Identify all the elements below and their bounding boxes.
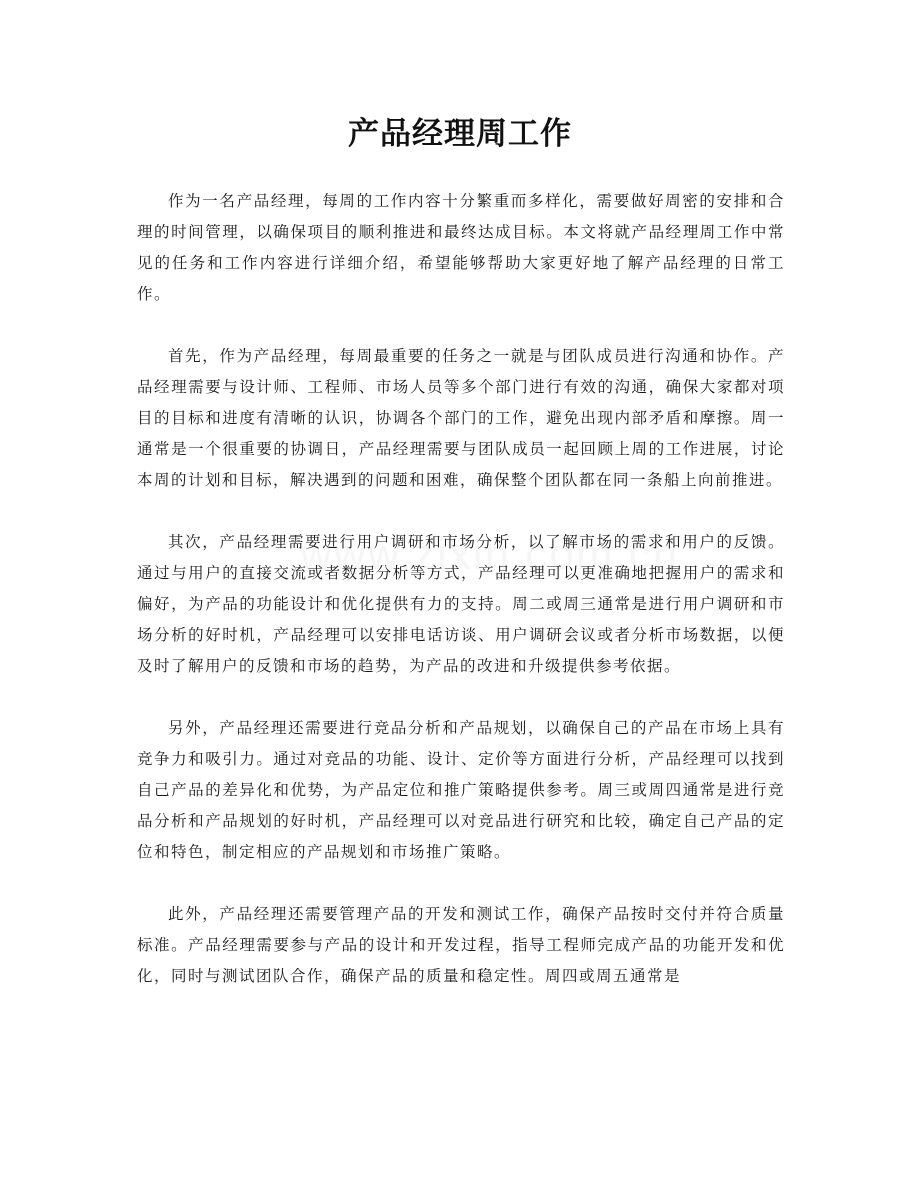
- paragraph-2: 首先，作为产品经理，每周最重要的任务之一就是与团队成员进行沟通和协作。产品经理需要与设计师、工程师、市场人员等多个部门进行有效的沟通，确保大家都对项目的目标和进度有清晰的认识，协调各个部门的工作，避免出现内部矛盾和摩擦。周一通常是一个很重要的协调日，产品经理需要与团队成员一起回顾上周的工作进展，讨论本周的计划和目标，解决遇到的问题和困难，确保整个团队都在同一条船上向前推进。: [137, 347, 785, 489]
- paragraph-4: 另外，产品经理还需要进行竞品分析和产品规划，以确保自己的产品在市场上具有竞争力和吸引力。通过对竞品的功能、设计、定价等方面进行分析，产品经理可以找到自己产品的差异化和优势，为产品定位和推广策略提供参考。周三或周四通常是进行竞品分析和产品规划的好时机，产品经理可以对竞品进行研究和比较，确定自己产品的定位和特色，制定相应的产品规划和市场推广策略。: [137, 719, 785, 861]
- paragraph-3: 其次，产品经理需要进行用户调研和市场分析，以了解市场的需求和用户的反馈。通过与用户的直接交流或者数据分析等方式，产品经理可以更准确地把握用户的需求和偏好，为产品的功能设计和优化提供有力的支持。周二或周三通常是进行用户调研和市场分析的好时机，产品经理可以安排电话访谈、用户调研会议或者分析市场数据，以便及时了解用户的反馈和市场的趋势，为产品的改进和升级提供参考依据。: [137, 533, 785, 675]
- page-title: 产品经理周工作: [348, 116, 572, 152]
- paragraph-5: 此外，产品经理还需要管理产品的开发和测试工作，确保产品按时交付并符合质量标准。产品经理需要参与产品的设计和开发过程，指导工程师完成产品的功能开发和优化，同时与测试团队合作，确保产品的质量和稳定性。周四或周五通常是: [137, 905, 785, 985]
- document-body: [137, 186, 785, 1023]
- paragraph-1: 作为一名产品经理，每周的工作内容十分繁重而多样化，需要做好周密的安排和合理的时间管理，以确保项目的顺利推进和最终达成目标。本文将就产品经理周工作中常见的任务和工作内容进行详细介绍，希望能够帮助大家更好地了解产品经理的日常工作。: [137, 192, 785, 303]
